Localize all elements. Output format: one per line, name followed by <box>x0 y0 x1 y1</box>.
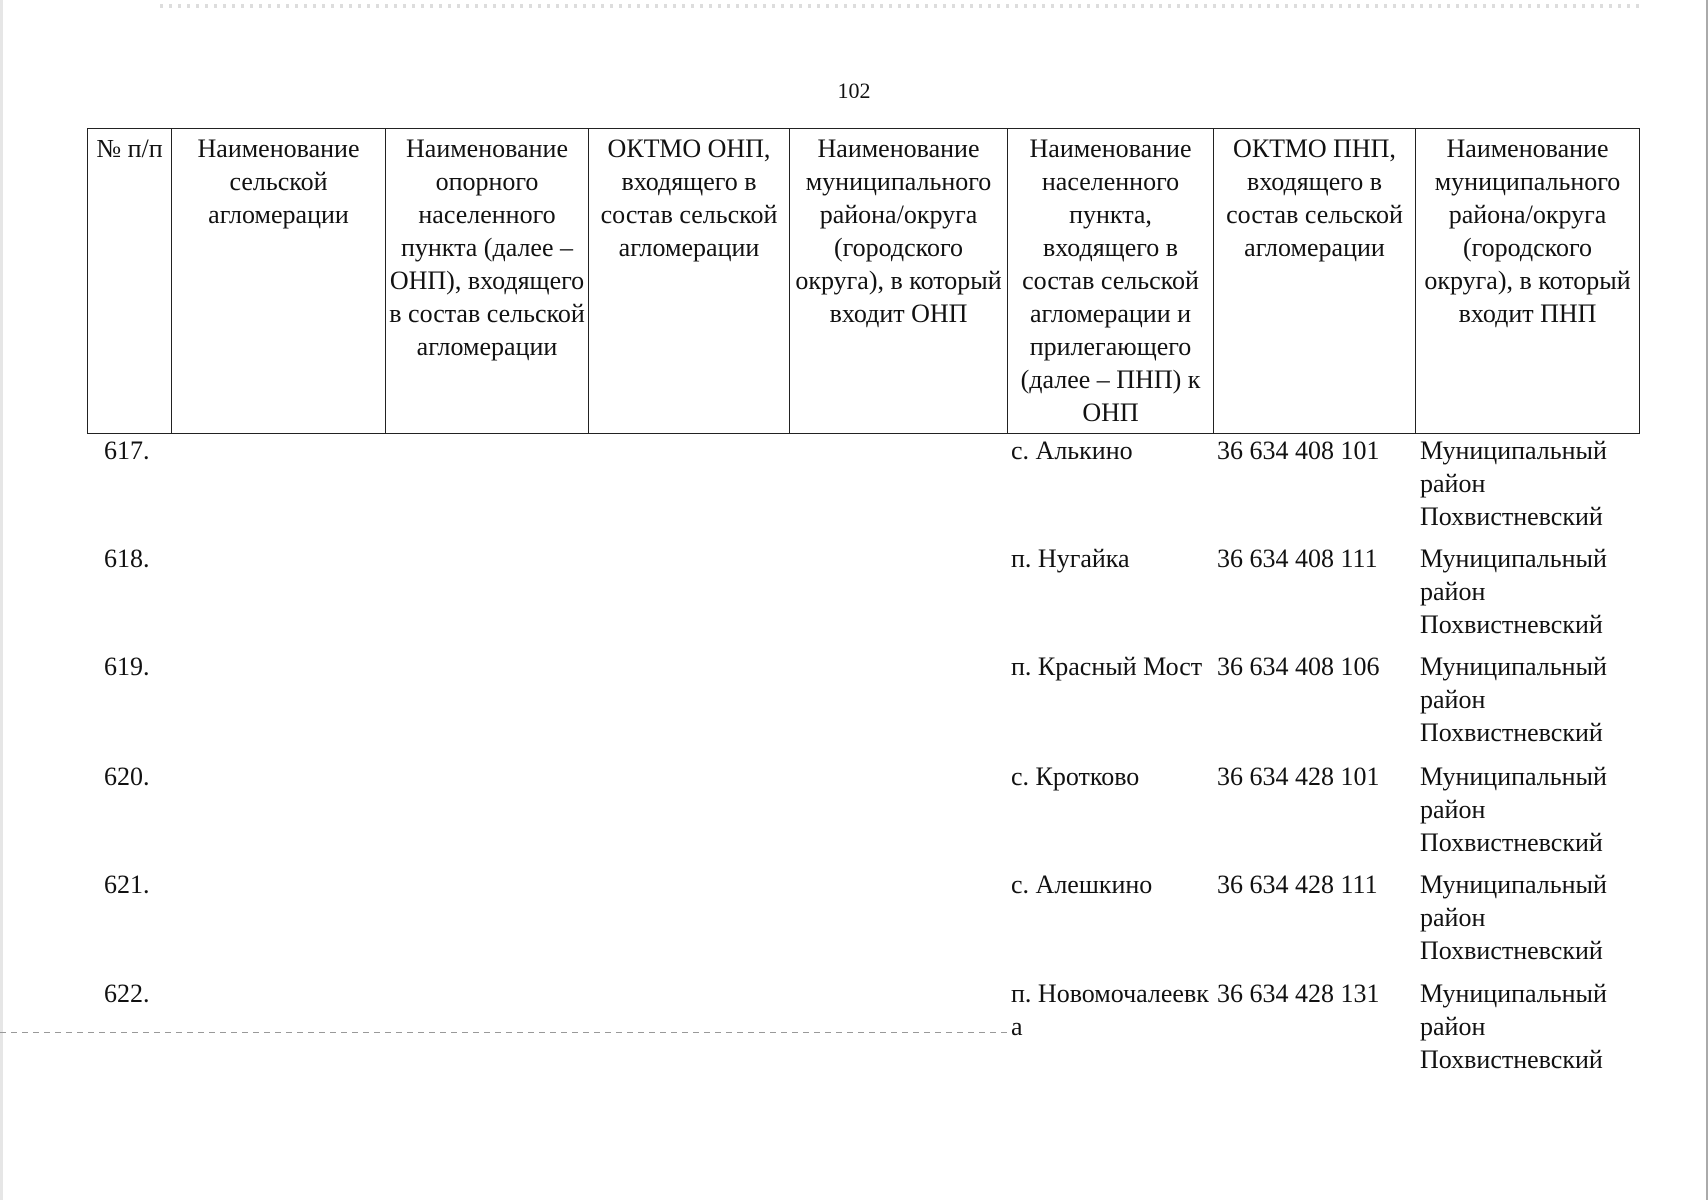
row-number: 620. <box>104 762 150 791</box>
settlement-oktmo: 36 634 428 131 <box>1217 979 1380 1008</box>
district-name: Муниципальный район Похвистневский <box>1420 652 1607 747</box>
column-header-adjacent-district: Наименование муниципального района/округа (городского округа), в который входит ПНП <box>1416 129 1640 434</box>
settlement-name: с. Кротково <box>1011 762 1140 791</box>
row-number: 621. <box>104 870 150 899</box>
row-number: 619. <box>104 652 150 681</box>
table-row <box>87 434 1635 544</box>
settlement-name: п. Новомочалеевка <box>1011 979 1209 1041</box>
scan-edge-left <box>0 0 3 1200</box>
column-header-adjacent-oktmo: ОКТМО ПНП, входящего в состав сельской агломерации <box>1214 129 1416 434</box>
district-name: Муниципальный район Похвистневский <box>1420 436 1607 531</box>
page-number: 102 <box>837 78 871 103</box>
settlement-oktmo: 36 634 408 106 <box>1217 652 1380 681</box>
settlement-oktmo: 36 634 408 111 <box>1217 544 1378 573</box>
column-header-adjacent-settlement: Наименование населенного пункта, входящего в состав сельской агломерации и прилегающего (далее – ПНП) к ОНП <box>1008 129 1214 434</box>
district-name: Муниципальный район Похвистневский <box>1420 544 1607 639</box>
column-header-base-oktmo: ОКТМО ОНП, входящего в состав сельской агломерации <box>589 129 790 434</box>
column-header-number: № п/п <box>88 129 172 434</box>
table-row <box>87 542 1635 652</box>
settlement-name: с. Алькино <box>1011 436 1133 465</box>
row-number: 622. <box>104 979 150 1008</box>
scan-artifact-line <box>0 1032 1010 1033</box>
row-number: 618. <box>104 544 150 573</box>
settlement-oktmo: 36 634 428 101 <box>1217 762 1380 791</box>
column-header-agglomeration: Наименование сельской агломерации <box>172 129 386 434</box>
table-row <box>87 868 1635 978</box>
column-header-base-district: Наименование муниципального района/округа (городского округа), в который входит ОНП <box>790 129 1008 434</box>
settlement-oktmo: 36 634 408 101 <box>1217 436 1380 465</box>
table-row <box>87 760 1635 870</box>
settlement-name: п. Нугайка <box>1011 544 1130 573</box>
table-header <box>87 128 1640 434</box>
column-header-base-settlement: Наименование опорного населенного пункта (далее – ОНП), входящего в состав сельской агломерации <box>386 129 589 434</box>
district-name: Муниципальный район Похвистневский <box>1420 979 1607 1074</box>
district-name: Муниципальный район Похвистневский <box>1420 762 1607 857</box>
settlement-name: с. Алешкино <box>1011 870 1153 899</box>
settlement-name: п. Красный Мост <box>1011 652 1203 681</box>
settlement-oktmo: 36 634 428 111 <box>1217 870 1378 899</box>
district-name: Муниципальный район Похвистневский <box>1420 870 1607 965</box>
scan-smudge-top <box>160 4 1640 8</box>
row-number: 617. <box>104 436 150 465</box>
table-row <box>87 650 1635 760</box>
